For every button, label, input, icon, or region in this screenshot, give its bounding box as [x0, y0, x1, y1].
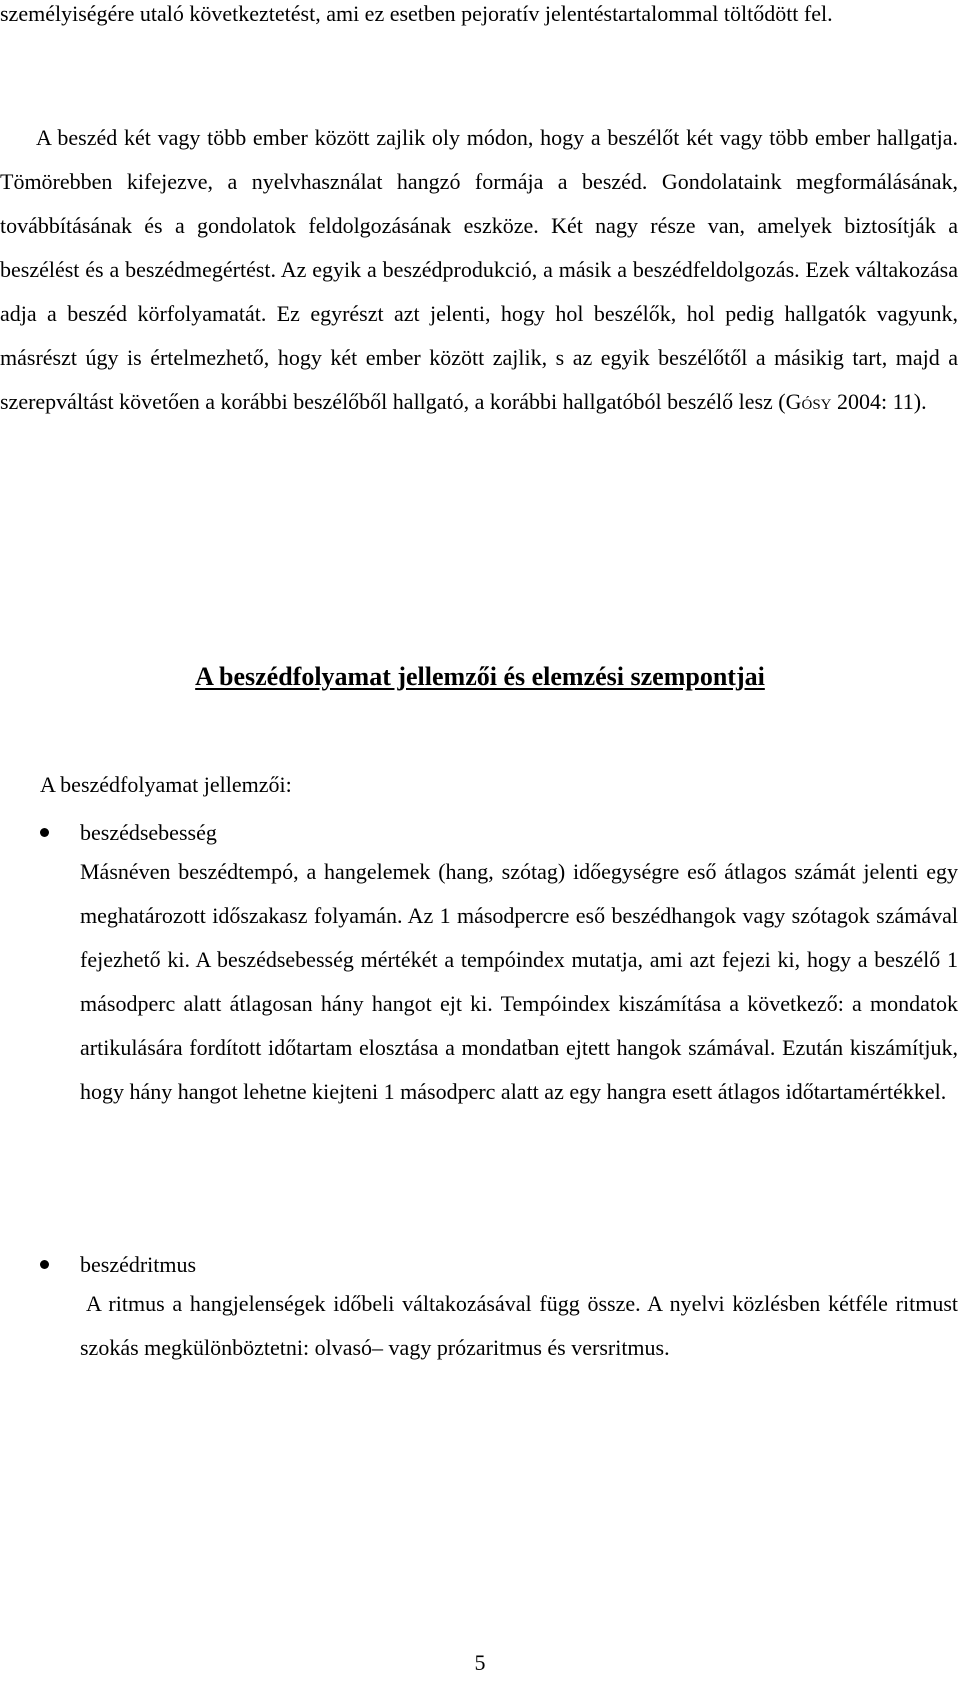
- citation-author: Gósy: [785, 389, 832, 414]
- list-item-description: A ritmus a hangjelenségek időbeli váltakozásával függ össze. A nyelvi közlésben kétféle ritmust szokás megkülönböztetni: olvasó– vagy prózaritmus és versritmus.: [80, 1291, 958, 1360]
- page-number: 5: [474, 1650, 486, 1675]
- speech-definition-paragraph: [0, 116, 958, 424]
- list-item-label: beszédritmus: [80, 1252, 197, 1277]
- section-heading: A beszédfolyamat jellemzői és elemzési szempontjai: [195, 662, 765, 691]
- carry-over-paragraph: személyiségére utaló következtetést, ami ez esetben pejoratív jelentéstartalommal töltődött fel.: [0, 1, 833, 26]
- list-item-label: beszédsebesség: [80, 820, 217, 845]
- list-item-description: Másnéven beszédtempó, a hangelemek (hang, szótag) időegységre eső átlagos számát jelenti egy meghatározott időszakasz folyamán. Az 1 másodpercre eső beszédhangok vagy szótagok számával fejezhető ki. A beszédsebesség mértékét a tempóindex mutatja, ami azt fejezi ki, hogy a beszélő 1 másodperc alatt átlagosan hány hangot ejt ki. Tempóindex kiszámítása a következő: a mondatok artikulására fordított időtartam elosztása a mondatban ejtett hangok számával. Ezután kiszámítjuk, hogy hány hangot lehetne kiejteni 1 másodperc alatt az egy hangra esett átlagos időtartamértékkel.: [80, 859, 958, 1104]
- speech-definition-text: A beszéd két vagy több ember között zajlik oly módon, hogy a beszélőt két vagy több ember hallgatja. Tömörebben kifejezve, a nyelvhasználat hangzó formája a beszéd. Gondolataink megformálásának, továbbításának és a gondolatok feldolgozásának eszköze. Két nagy része van, amelyek biztosítják a beszélést és a beszédmegértést. Az egyik a beszédprodukció, a másik a beszédfeldolgozás. Ezek váltakozása adja a beszéd körfolyamatát. Ez egyrészt azt jelenti, hogy hol beszélők, hol pedig hallgatók vagyunk, másrészt úgy is értelmezhető, hogy két ember között zajlik, s az egyik beszélőtől a másikig tart, majd a szerepváltást követően a korábbi beszélőből hallgató, a korábbi hallgatóból beszélő lesz (: [0, 125, 958, 414]
- bullet-icon: [40, 1260, 49, 1269]
- section-subheading: A beszédfolyamat jellemzői:: [40, 772, 292, 797]
- citation-year-page: 2004: 11).: [831, 389, 927, 414]
- bullet-icon: [40, 828, 49, 837]
